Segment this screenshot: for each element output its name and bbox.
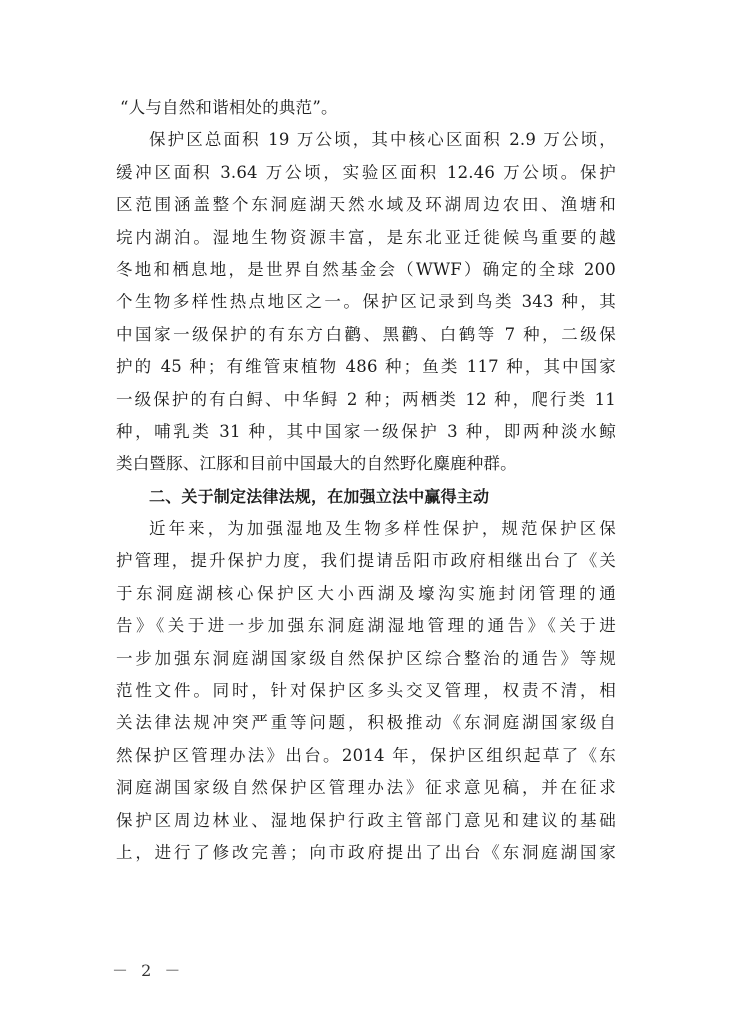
text-line: 上，进行了修改完善；向市政府提出了出台《东洞庭湖国家 xyxy=(116,842,616,862)
text-line: “人与自然和谐相处的典范”。 xyxy=(120,98,338,117)
text-line: 区范围涵盖整个东洞庭湖天然水域及环湖周边农田、渔塘和 xyxy=(116,195,616,215)
text-line: 中国家一级保护的有东方白鹳、黑鹳、白鹤等 7 种，二级保 xyxy=(116,324,616,344)
text-line: 垸内湖泊。湿地生物资源丰富，是东北亚迁徙候鸟重要的越 xyxy=(116,227,616,247)
page-number: － 2 － xyxy=(112,961,185,980)
text-line: 护的 45 种；有维管束植物 486 种；鱼类 117 种，其中国家 xyxy=(116,357,616,377)
text-line: 近年来，为加强湿地及生物多样性保护，规范保护区保 xyxy=(149,519,616,539)
text-line: 冬地和栖息地，是世界自然基金会（WWF）确定的全球 200 xyxy=(116,259,616,279)
text-line: 告》《关于进一步加强东洞庭湖湿地管理的通告》《关于进 xyxy=(116,616,616,636)
text-line: 类白暨豚、江豚和目前中国最大的自然野化麋鹿种群。 xyxy=(116,454,517,474)
text-line: 一级保护的有白鲟、中华鲟 2 种；两栖类 12 种，爬行类 11 xyxy=(116,389,616,409)
text-line: 洞庭湖国家级自然保护区管理办法》征求意见稿，并在征求 xyxy=(116,778,616,798)
text-line: 然保护区管理办法》出台。2014 年，保护区组织起草了《东 xyxy=(116,745,616,765)
text-line: 个生物多样性热点地区之一。保护区记录到鸟类 343 种，其 xyxy=(116,292,616,312)
section-heading: 二、关于制定法律法规，在加强立法中赢得主动 xyxy=(149,486,490,506)
text-line: 保护区总面积 19 万公顷，其中核心区面积 2.9 万公顷， xyxy=(149,130,616,150)
text-line: 一步加强东洞庭湖国家级自然保护区综合整治的通告》等规 xyxy=(116,648,616,668)
text-line: 范性文件。同时，针对保护区多头交叉管理，权责不清，相 xyxy=(116,681,616,701)
text-line: 于东洞庭湖核心保护区大小西湖及壕沟实施封闭管理的通 xyxy=(116,583,616,603)
text-line: 关法律法规冲突严重等问题，积极推动《东洞庭湖国家级自 xyxy=(116,713,616,733)
text-line: 保护区周边林业、湿地保护行政主管部门意见和建议的基础 xyxy=(116,810,616,830)
text-line: 护管理，提升保护力度，我们提请岳阳市政府相继出台了《关 xyxy=(116,551,616,571)
document-body xyxy=(116,92,616,869)
text-line: 种，哺乳类 31 种，其中国家一级保护 3 种，即两种淡水鲸 xyxy=(116,421,616,441)
text-line: 缓冲区面积 3.64 万公顷，实验区面积 12.46 万公顷。保护 xyxy=(116,162,616,182)
